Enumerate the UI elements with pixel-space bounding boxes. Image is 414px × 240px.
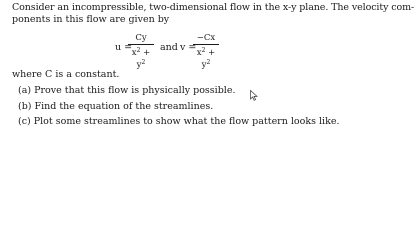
v-fraction <box>193 33 219 70</box>
intro-line-1: Consider an incompressible, two-dimensional flow in the x-y plane. The velocity com- <box>12 2 414 13</box>
u-label: u = <box>115 42 133 53</box>
mouse-pointer-icon <box>250 90 258 101</box>
v-numerator: −Cx <box>196 33 216 43</box>
v-label: v = <box>180 42 197 53</box>
u-numerator: Cy <box>135 33 147 43</box>
u-denominator: $x^2 + y^2$ <box>131 47 151 70</box>
u-fraction-bar <box>128 44 154 45</box>
u-fraction <box>128 33 154 70</box>
part-c: (c) Plot some streamlines to show what the flow pattern looks like. <box>18 116 340 127</box>
v-fraction-bar <box>193 44 219 45</box>
part-b: (b) Find the equation of the streamlines. <box>18 101 214 112</box>
and-word: and <box>160 42 178 53</box>
v-denominator: $x^2 + y^2$ <box>196 47 216 70</box>
part-a: (a) Prove that this flow is physically possible. <box>18 85 236 96</box>
condition-text: where C is a constant. <box>12 69 120 80</box>
intro-line-2: ponents in this flow are given by <box>12 14 170 25</box>
